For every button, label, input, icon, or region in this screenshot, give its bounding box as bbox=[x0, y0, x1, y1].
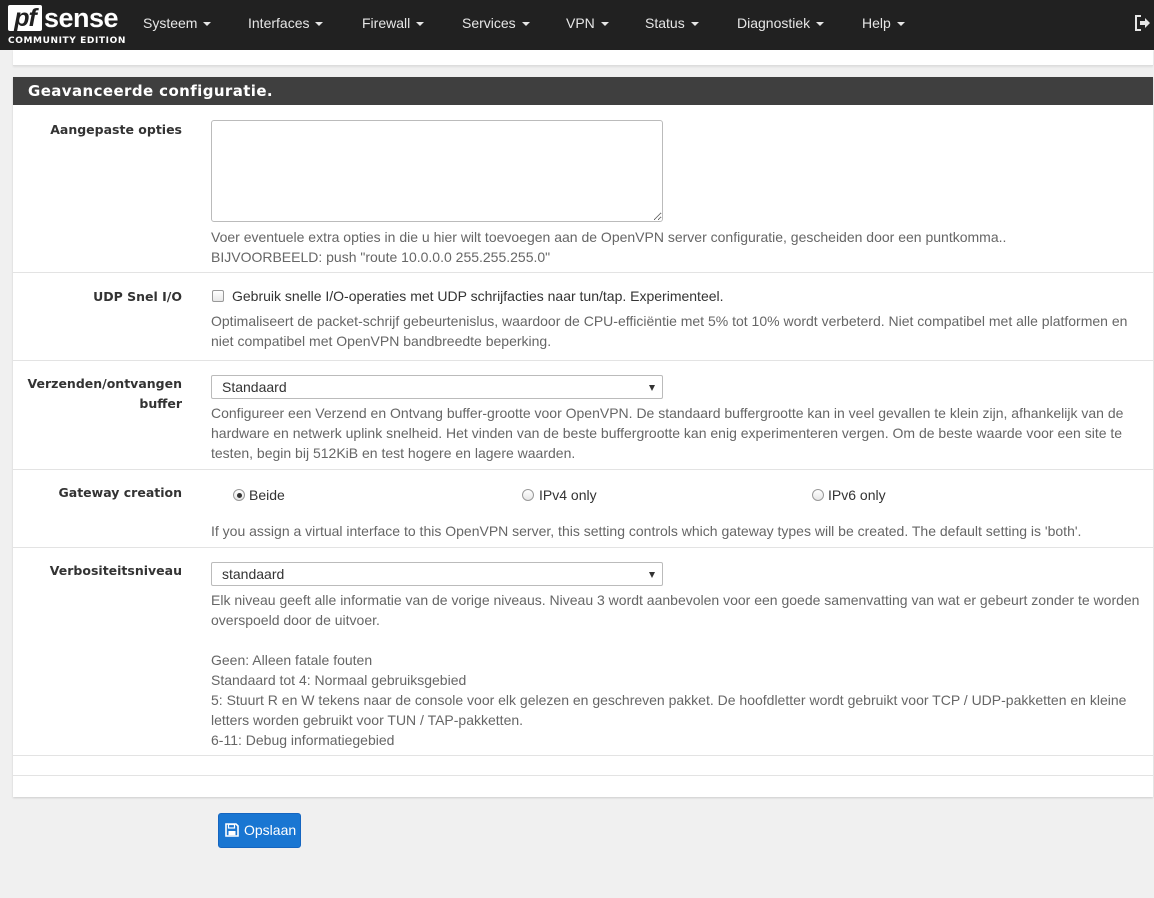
udp-fast-io-checkbox-label[interactable]: Gebruik snelle I/O-operaties met UDP schrijfacties naar tun/tap. Experimenteel. bbox=[232, 288, 724, 304]
dropdown-arrow-icon bbox=[649, 385, 655, 391]
caret-down-icon bbox=[601, 22, 609, 26]
help-text-line: Geen: Alleen fatale fouten bbox=[211, 652, 373, 668]
nav-label: Firewall bbox=[362, 15, 411, 31]
help-text-line: letters worden gebruikt voor TUN / TAP-pakketten. bbox=[211, 712, 524, 728]
dropdown-arrow-icon bbox=[649, 572, 655, 578]
verbosity-select-value: standaard bbox=[222, 566, 285, 582]
logout-icon[interactable] bbox=[1134, 15, 1152, 31]
row-divider bbox=[13, 360, 1153, 361]
panel-title: Geavanceerde configuratie. bbox=[13, 77, 1153, 105]
verbosity-help bbox=[211, 590, 1141, 750]
nav-help[interactable] bbox=[862, 0, 905, 46]
save-icon bbox=[225, 823, 239, 837]
buffer-label bbox=[22, 374, 182, 414]
help-text-line: BIJVOORBEELD: push "route 10.0.0.0 255.255.255.0" bbox=[211, 249, 551, 265]
nav-diagnostiek[interactable] bbox=[737, 0, 824, 46]
gateway-radio-ipv6-label[interactable]: IPv6 only bbox=[828, 487, 886, 503]
nav-interfaces[interactable] bbox=[248, 0, 323, 46]
help-text-line: Voer eventuele extra opties in die u hier wilt toevoegen aan de OpenVPN server configuratie, gescheiden door een puntkomma.. bbox=[211, 229, 1007, 245]
gateway-radio-ipv4[interactable] bbox=[522, 489, 534, 501]
row-divider bbox=[13, 775, 1153, 776]
help-text-line: 6-11: Debug informatiegebied bbox=[211, 732, 395, 748]
row-divider bbox=[13, 272, 1153, 273]
buffer-label-line: Verzenden/ontvangen bbox=[27, 376, 182, 391]
udp-fast-io-help bbox=[211, 311, 1141, 351]
help-text-line: Standaard tot 4: Normaal gebruiksgebied bbox=[211, 672, 467, 688]
logo-sense-text: sense bbox=[44, 3, 119, 33]
help-text-line: Configureer een Verzend en Ontvang buffer-grootte voor OpenVPN. De standaard buffergrootte kan in veel gevallen te klein zijn, afhankelijk van de bbox=[211, 405, 1124, 421]
custom-options-textarea[interactable] bbox=[211, 120, 663, 222]
advanced-config-panel bbox=[13, 77, 1153, 797]
save-button-label: Opslaan bbox=[244, 822, 297, 838]
help-text-line: 5: Stuurt R en W tekens naar de console voor elk gelezen en geschreven pakket. De hoofdletter wordt gebruikt voor TCP / UDP-pakketten en kleine bbox=[211, 692, 1127, 708]
nav-firewall[interactable] bbox=[362, 0, 424, 46]
gateway-creation-label: Gateway creation bbox=[58, 485, 182, 500]
caret-down-icon bbox=[897, 22, 905, 26]
nav-status[interactable] bbox=[645, 0, 699, 46]
top-navbar bbox=[0, 0, 1154, 50]
row-divider bbox=[13, 755, 1153, 756]
custom-options-help bbox=[211, 227, 1141, 267]
logo-pf-mark: pf bbox=[8, 5, 42, 31]
caret-down-icon bbox=[816, 22, 824, 26]
pfsense-logo[interactable] bbox=[8, 3, 126, 47]
nav-label: Interfaces bbox=[248, 15, 310, 31]
buffer-help bbox=[211, 403, 1141, 463]
nav-systeem[interactable] bbox=[143, 0, 211, 46]
nav-label: Services bbox=[462, 15, 516, 31]
help-text-line: testen, begin bij 512KiB en test hogere en lagere waarden. bbox=[211, 445, 576, 461]
help-text-line: overspoeld door de uitvoer. bbox=[211, 612, 380, 628]
help-text-line: Optimaliseert de packet-schrijf gebeurtenislus, waardoor de CPU-efficiëntie met 5% tot 10% wordt verbeterd. Niet compatibel met alle platformen en bbox=[211, 313, 1128, 329]
nav-label: Systeem bbox=[143, 15, 198, 31]
caret-down-icon bbox=[416, 22, 424, 26]
nav-label: Help bbox=[862, 15, 891, 31]
row-divider bbox=[13, 547, 1153, 548]
caret-down-icon bbox=[203, 22, 211, 26]
gateway-radio-ipv4-label[interactable]: IPv4 only bbox=[539, 487, 597, 503]
custom-options-label: Aangepaste opties bbox=[50, 122, 182, 137]
help-spacer bbox=[211, 630, 1141, 650]
nav-services[interactable] bbox=[462, 0, 530, 46]
nav-label: VPN bbox=[566, 15, 595, 31]
nav-label: Status bbox=[645, 15, 685, 31]
help-text-line: Elk niveau geeft alle informatie van de vorige niveaus. Niveau 3 wordt aanbevolen voor een goede samenvatting van wat er gebeurt zonder te worden bbox=[211, 592, 1140, 608]
caret-down-icon bbox=[315, 22, 323, 26]
caret-down-icon bbox=[522, 22, 530, 26]
gateway-radio-both[interactable] bbox=[233, 489, 245, 501]
logo-edition-text: COMMUNITY EDITION bbox=[8, 36, 126, 46]
row-divider bbox=[13, 469, 1153, 470]
save-button[interactable] bbox=[218, 813, 301, 848]
nav-label: Diagnostiek bbox=[737, 15, 811, 31]
help-text-line: hardware en netwerk uplink snelheid. Het vinden van de beste buffergrootte kan enig experimenteren vergen. Om de beste waarde voor een site te bbox=[211, 425, 1123, 441]
gateway-radio-both-label[interactable]: Beide bbox=[249, 487, 285, 503]
help-text-line: niet compatibel met OpenVPN bandbreedte beperking. bbox=[211, 333, 552, 349]
previous-panel-bottom bbox=[13, 50, 1153, 66]
gateway-help: If you assign a virtual interface to this OpenVPN server, this setting controls which gateway types will be created. The default setting is 'both'. bbox=[211, 523, 1082, 539]
caret-down-icon bbox=[691, 22, 699, 26]
udp-fast-io-checkbox[interactable] bbox=[212, 290, 224, 302]
udp-fast-io-label: UDP Snel I/O bbox=[93, 289, 182, 304]
verbosity-label: Verbositeitsniveau bbox=[49, 563, 182, 578]
buffer-select[interactable] bbox=[211, 375, 663, 399]
gateway-radio-ipv6[interactable] bbox=[812, 489, 824, 501]
nav-vpn[interactable] bbox=[566, 0, 609, 46]
verbosity-select[interactable] bbox=[211, 562, 663, 586]
buffer-select-value: Standaard bbox=[222, 379, 287, 395]
buffer-label-line: buffer bbox=[139, 396, 182, 411]
